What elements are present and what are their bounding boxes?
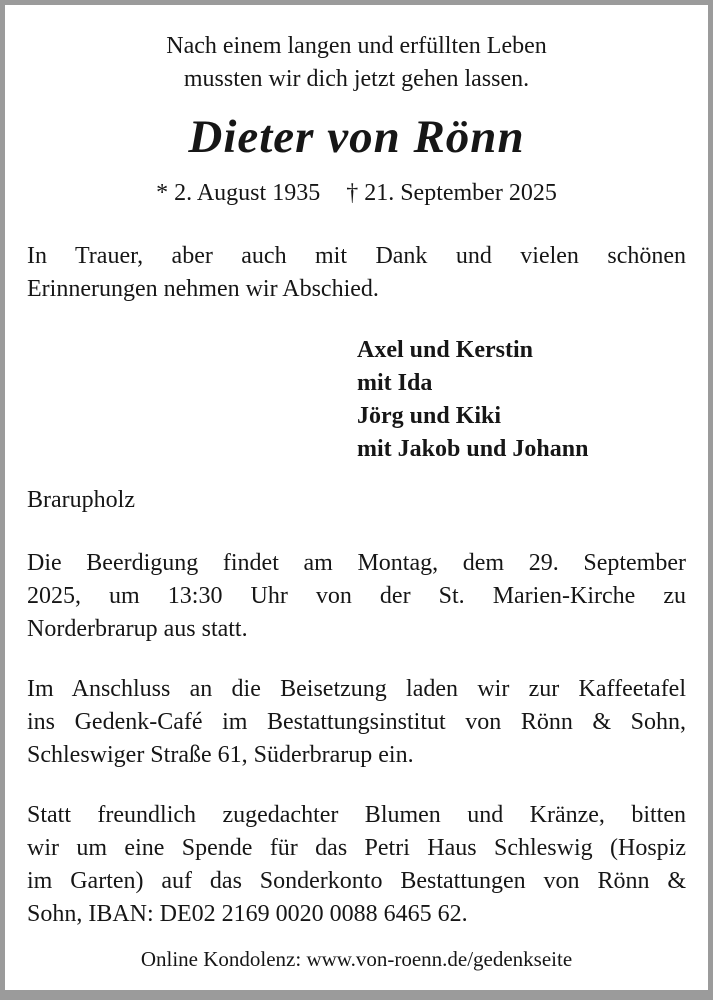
reception-line: ins Gedenk-Café im Bestattungsinstitut von Rönn & Sohn, <box>27 709 686 735</box>
reception-line: Schleswiger Straße 61, Süderbrarup ein. <box>27 742 414 768</box>
mourner-line: Jörg und Kiki <box>357 403 502 429</box>
donation-line: Sohn, IBAN: DE02 2169 0020 0088 6465 62. <box>27 901 468 927</box>
mourner-line: mit Jakob und Johann <box>357 436 589 462</box>
mourner-line: Axel und Kerstin <box>357 337 534 363</box>
deceased-name: Dieter von Rönn <box>188 111 525 163</box>
online-condolence-text: Online Kondolenz: www.von-roenn.de/gedenkseite <box>140 947 573 971</box>
intro-line-1: Nach einem langen und erfüllten Leben <box>166 33 547 59</box>
donation-paragraph <box>27 799 686 931</box>
funeral-line: Norderbrarup aus statt. <box>27 616 248 642</box>
reception-line: Im Anschluss an die Beisetzung laden wir zur Kaffeetafel <box>27 676 686 702</box>
location-text: Brarupholz <box>27 487 135 513</box>
funeral-line: 2025, um 13:30 Uhr von der St. Marien-Kirche zu <box>27 583 686 609</box>
mourners-list <box>357 334 686 466</box>
donation-line: im Garten) auf das Sonderkonto Bestattungen von Rönn & <box>27 868 686 894</box>
funeral-line: Die Beerdigung findet am Montag, dem 29. September <box>27 550 686 576</box>
reception-paragraph <box>27 673 686 772</box>
death-date: † 21. September 2025 <box>346 180 557 206</box>
mourning-paragraph <box>27 240 686 306</box>
life-dates <box>27 177 686 210</box>
donation-line: Statt freundlich zugedachter Blumen und Kränze, bitten <box>27 802 686 828</box>
donation-line: wir um eine Spende für das Petri Haus Schleswig (Hospiz <box>27 835 686 861</box>
intro-text <box>27 30 686 96</box>
mourning-line: In Trauer, aber auch mit Dank und vielen schönen <box>27 243 686 269</box>
funeral-details-paragraph <box>27 547 686 646</box>
mourner-line: mit Ida <box>357 370 433 396</box>
mourning-line: Erinnerungen nehmen wir Abschied. <box>27 276 379 302</box>
birth-date: * 2. August 1935 <box>156 180 321 206</box>
intro-line-2: mussten wir dich jetzt gehen lassen. <box>183 66 530 92</box>
